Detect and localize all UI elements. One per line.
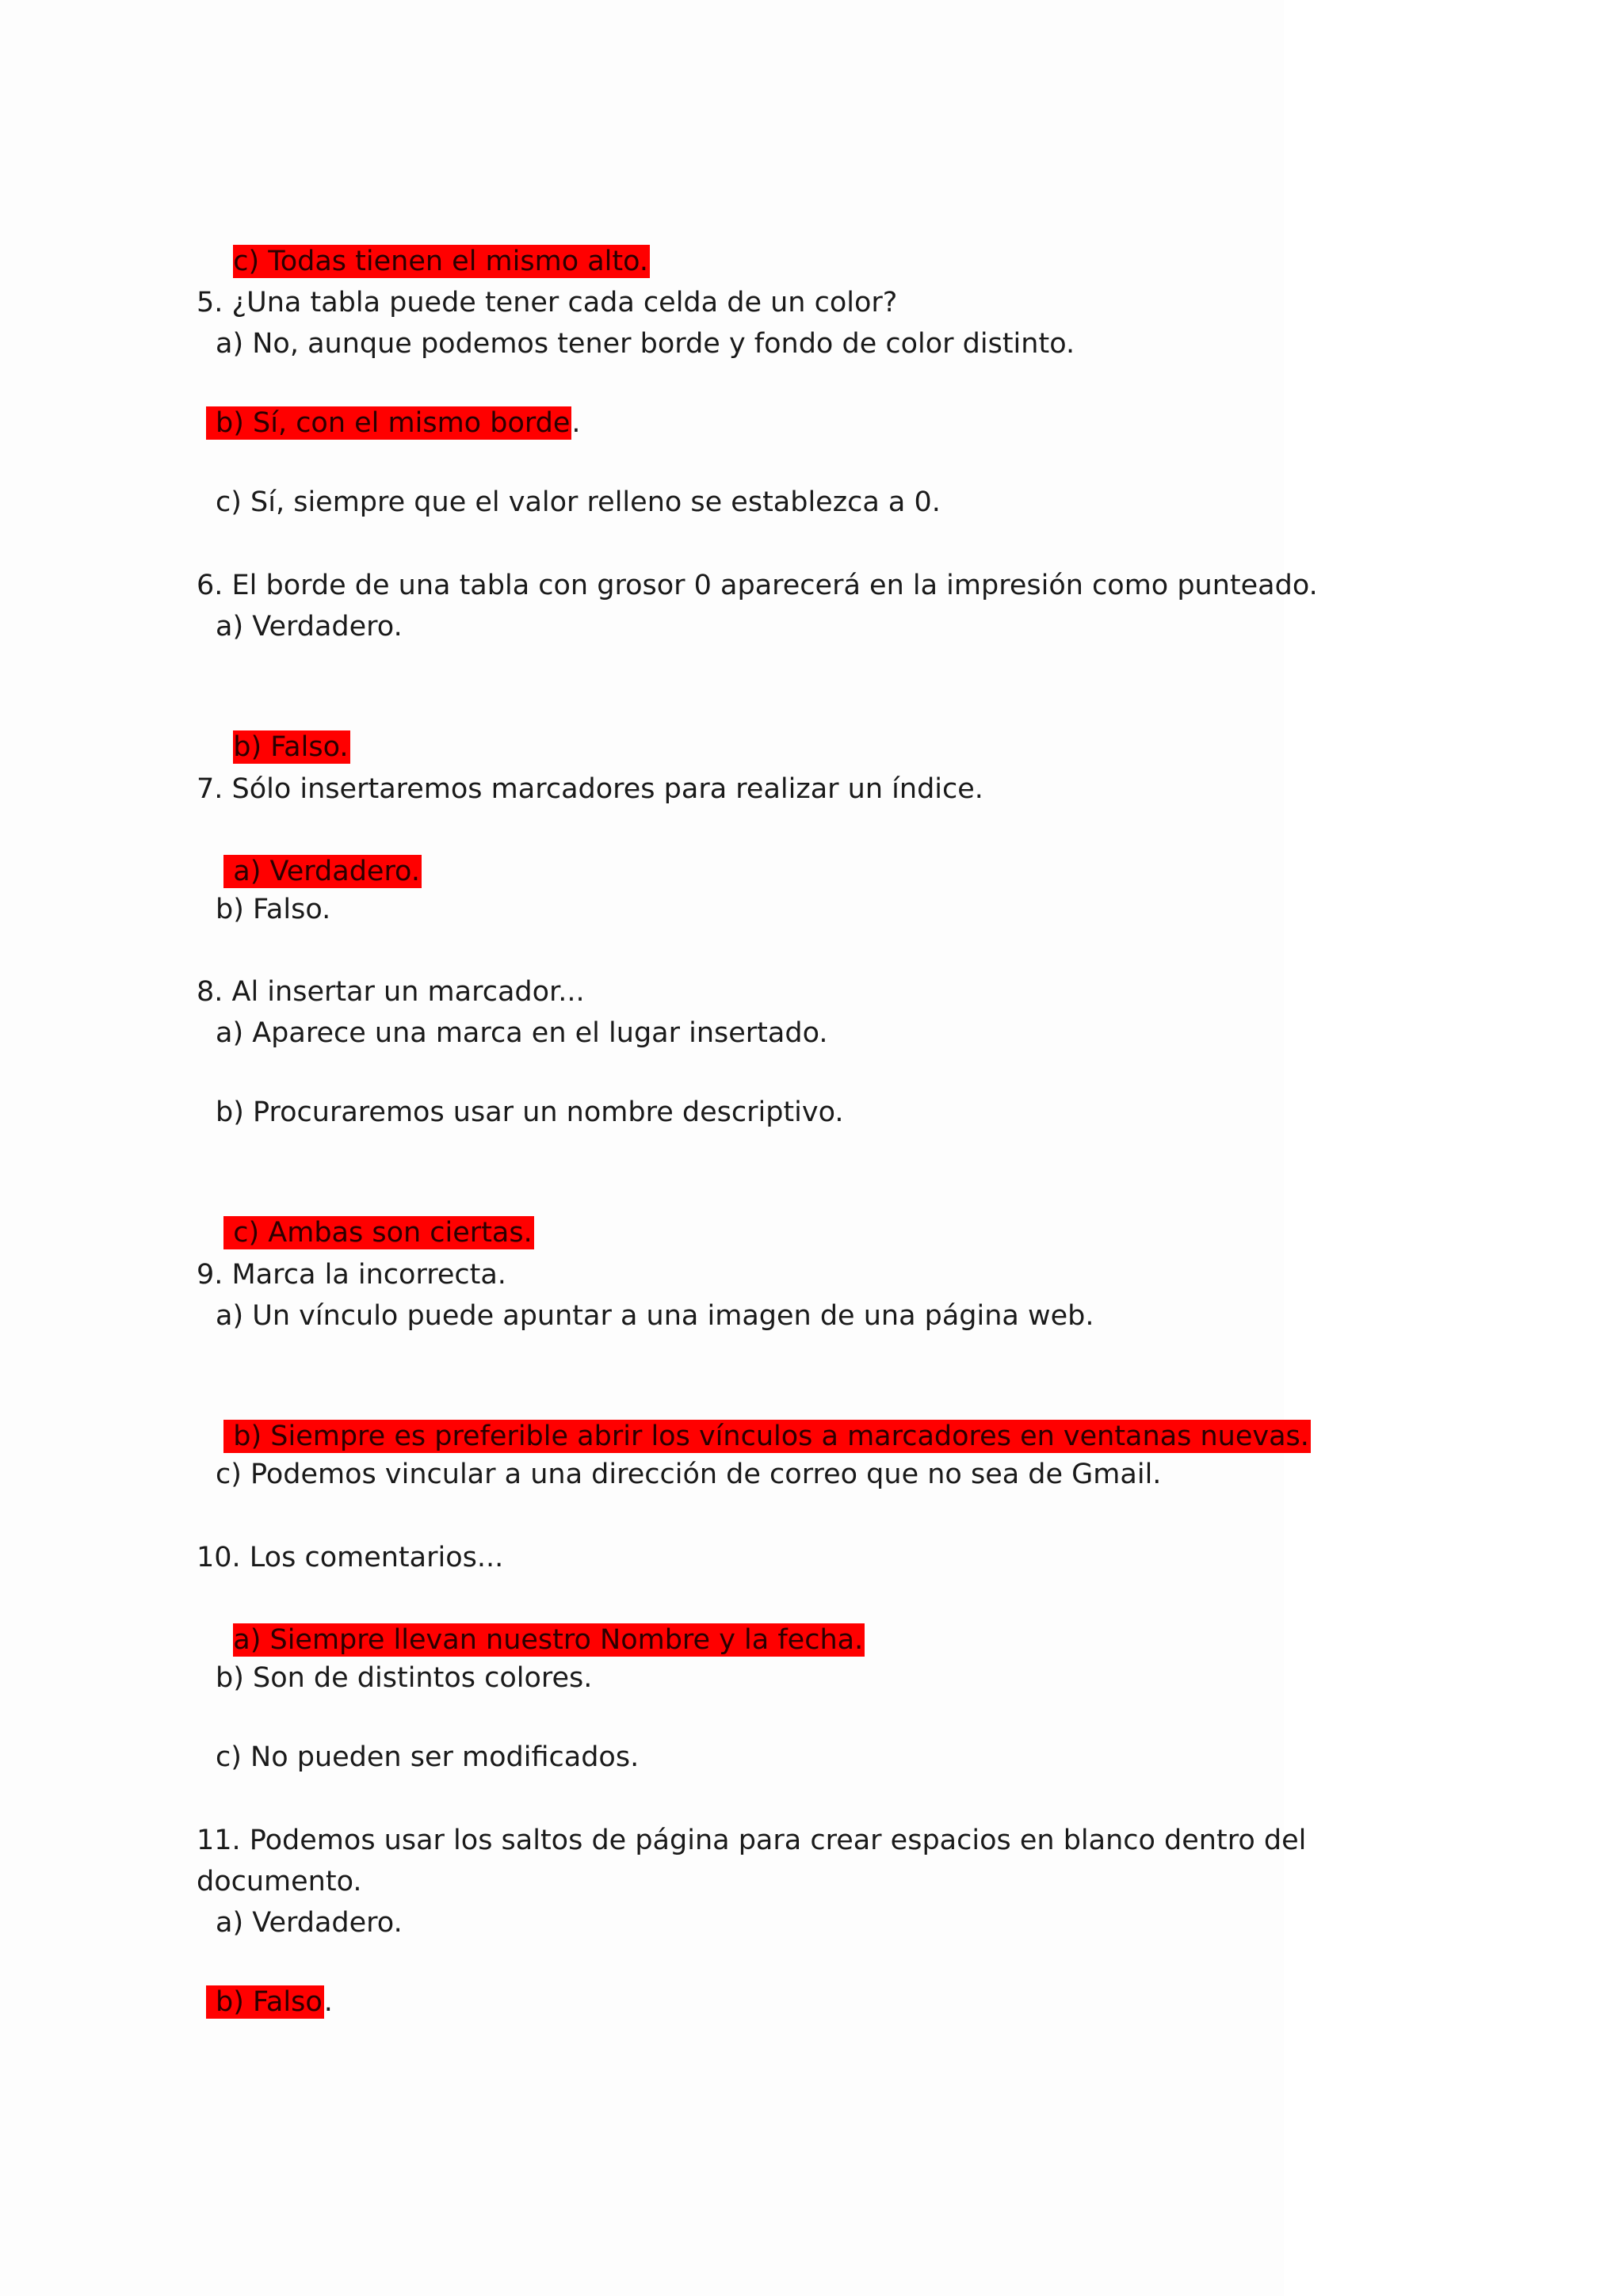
question-7: 7. Sólo insertaremos marcadores para realizar un índice.	[197, 773, 983, 805]
question-9: 9. Marca la incorrecta.	[197, 1259, 506, 1291]
highlighted-answer: c) Todas tienen el mismo alto.	[233, 246, 649, 277]
answer-option: c) Podemos vincular a una dirección de correo que no sea de Gmail.	[216, 1459, 1162, 1490]
highlighted-answer: a) Siempre llevan nuestro Nombre y la fecha.	[233, 1624, 864, 1656]
answer-tail: .	[571, 407, 581, 439]
answer-option: b) Falso.	[216, 894, 331, 925]
answer-option	[216, 1578, 865, 1661]
answer-option	[216, 685, 350, 768]
answer-option: b) Procuraremos usar un nombre descriptivo.	[216, 1097, 844, 1128]
question-5: 5. ¿Una tabla puede tener cada celda de un color?	[197, 287, 898, 318]
answer-option: a) Aparece una marca en el lugar insertado.	[216, 1017, 828, 1049]
answer-option: b) Son de distintos colores.	[216, 1662, 593, 1694]
answer-tail: .	[323, 1986, 333, 2018]
answer-option: a) Verdadero.	[216, 611, 403, 643]
question-8: 8. Al insertar un marcador...	[197, 976, 585, 1008]
question-10: 10. Los comentarios...	[197, 1542, 504, 1573]
answer-option	[216, 810, 422, 892]
answer-option	[216, 1375, 1311, 1457]
answer-option: c) Sí, siempre que el valor relleno se establezca a 0.	[216, 486, 941, 518]
highlighted-answer: b) Falso	[206, 1985, 324, 2019]
answer-option	[216, 402, 581, 444]
question-6: 6. El borde de una tabla con grosor 0 aparecerá en la impresión como punteado.	[197, 570, 1318, 601]
question-11: 11. Podemos usar los saltos de página para crear espacios en blanco dentro del	[197, 1825, 1307, 1856]
highlighted-answer: b) Sí, con el mismo borde	[206, 406, 571, 440]
highlighted-answer: a) Verdadero.	[223, 855, 422, 888]
highlighted-answer: c) Ambas son ciertas.	[223, 1216, 533, 1249]
answer-option	[216, 1171, 534, 1253]
question-11-continued: documento.	[197, 1866, 362, 1897]
answer-option	[216, 1981, 333, 2023]
highlighted-answer: b) Falso.	[233, 731, 349, 763]
highlighted-answer: b) Siempre es preferible abrir los vínculos a marcadores en ventanas nuevas.	[223, 1420, 1311, 1453]
answer-option: c) No pueden ser modificados.	[216, 1741, 640, 1773]
answer-option	[216, 200, 650, 282]
answer-option: a) No, aunque podemos tener borde y fondo de color distinto.	[216, 328, 1075, 360]
answer-option: a) Un vínculo puede apuntar a una imagen de una página web.	[216, 1300, 1094, 1332]
answer-option: a) Verdadero.	[216, 1907, 403, 1939]
